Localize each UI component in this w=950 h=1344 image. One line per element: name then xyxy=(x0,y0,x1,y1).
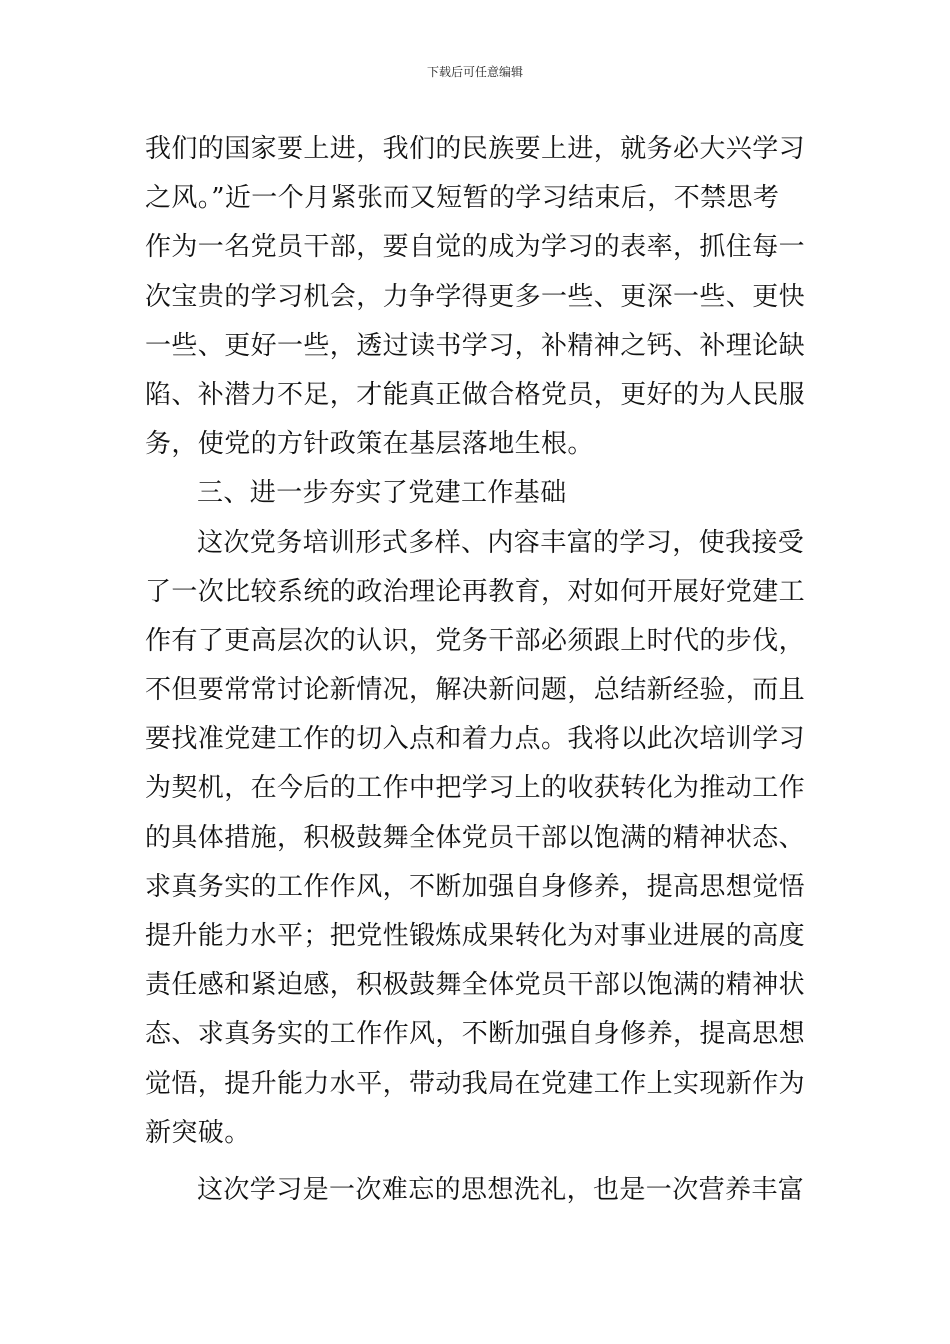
body-line: 为契机，在今后的工作中把学习上的收获转化为推动工作 xyxy=(145,773,806,804)
body-line: 新突破。 xyxy=(145,1117,251,1148)
body-line: 求真务实的工作作风，不断加强自身修养，提高思想觉悟 xyxy=(145,871,806,902)
body-line: 提升能力水平；把党性锻炼成果转化为对事业进展的高度 xyxy=(145,921,806,951)
body-line: 不但要常常讨论新情况，解决新问题，总结新经验，而且 xyxy=(145,675,806,706)
body-line: 作为一名党员干部，要自觉的成为学习的表率，抓住每一 xyxy=(145,232,806,263)
body-line: 了一次比较系统的政治理论再教育，对如何开展好党建工 xyxy=(145,576,806,607)
body-line: 务，使党的方针政策在基层落地生根。 xyxy=(145,429,594,460)
document-body xyxy=(145,125,810,1215)
body-line: 责任感和紧迫感，积极鼓舞全体党员干部以饱满的精神状 xyxy=(145,970,806,1001)
paragraph-first-line: 这次党务培训形式多样、内容丰富的学习，使我接受 xyxy=(197,527,805,558)
body-line: 觉悟，提升能力水平，带动我局在党建工作上实现新作为 xyxy=(145,1068,806,1099)
body-line: 的具体措施，积极鼓舞全体党员干部以饱满的精神状态、 xyxy=(145,822,806,853)
section-heading: 三、进一步夯实了党建工作基础 xyxy=(197,478,567,509)
page-header: 下载后可任意编辑 xyxy=(426,65,523,79)
body-line: 我们的国家要上进，我们的民族要上进，就务必大兴学习 xyxy=(145,134,806,164)
body-line: 之风。”近一个月紧张而又短暂的学习结束后，不禁思考 xyxy=(145,183,780,214)
body-line: 态、求真务实的工作作风，不断加强自身修养，提高思想 xyxy=(145,1019,806,1050)
body-line: 作有了更高层次的认识，党务干部必须跟上时代的步伐， xyxy=(145,625,806,656)
body-line: 陷、补潜力不足，才能真正做合格党员，更好的为人民服 xyxy=(145,379,806,410)
body-line: 要找准党建工作的切入点和着力点。我将以此次培训学习 xyxy=(145,724,806,755)
body-line: 一些、更好一些，透过读书学习，补精神之钙、补理论缺 xyxy=(145,330,806,361)
body-line: 次宝贵的学习机会，力争学得更多一些、更深一些、更快 xyxy=(145,281,806,312)
paragraph-first-line: 这次学习是一次难忘的思想洗礼，也是一次营养丰富 xyxy=(197,1174,805,1205)
